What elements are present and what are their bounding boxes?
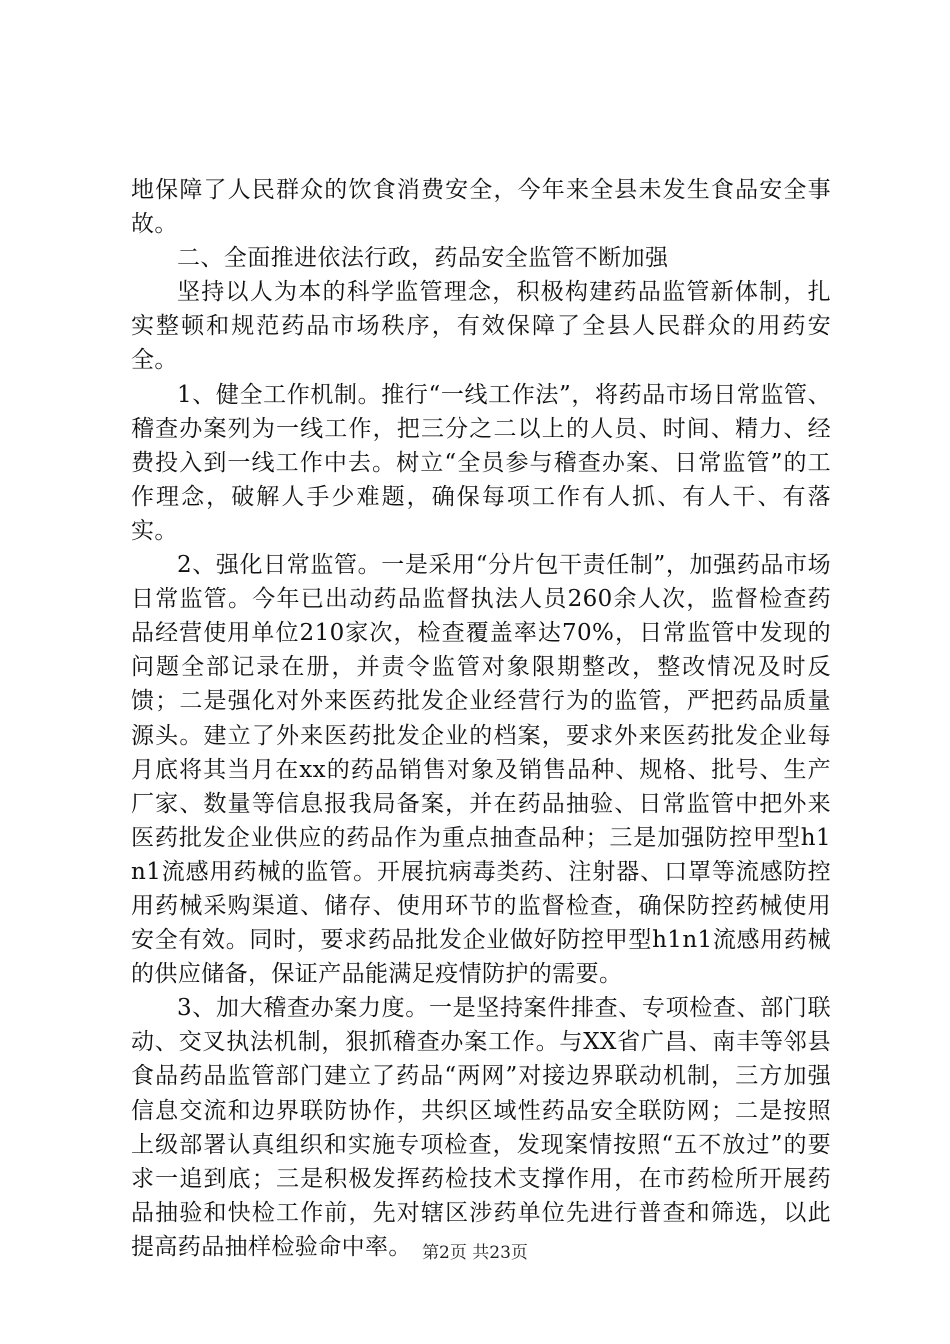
paragraph-intro: 坚持以人为本的科学监管理念，积极构建药品监管新体制，扎实整顿和规范药品市场秩序，有效保障了全县人民群众的用药安全。 — [131, 279, 831, 374]
paragraph-item-1: 1、健全工作机制。推行“一线工作法”，将药品市场日常监管、稽查办案列为一线工作，把三分之二以上的人员、时间、精力、经费投入到一线工作中去。树立“全员参与稽查办案、日常监管”的工作理念，破解人手少难题，确保每项工作有人抓、有人干、有落实。 — [131, 381, 831, 544]
section-heading: 二、全面推进依法行政，药品安全监管不断加强 — [177, 245, 669, 272]
page-number-footer: 第2页 共23页 — [422, 1243, 528, 1263]
paragraph-item-3: 3、加大稽查办案力度。一是坚持案件排查、专项检查、部门联动、交叉执法机制，狠抓稽查办案工作。与XX省广昌、南丰等邻县食品药品监管部门建立了药品“两网”对接边界联动机制，三方加强信息交流和边界联防协作，共织区域性药品安全联防网；二是按照上级部署认真组织和实施专项检查，发现案情按照“五不放过”的要求一追到底；三是积极发挥药检技术支撑作用，在市药检所开展药品抽验和快检工作前，先对辖区涉药单位先进行普查和筛选，以此提高药品抽样检验命中率。 — [131, 995, 831, 1260]
paragraph-item-2: 2、强化日常监管。一是采用“分片包干责任制”，加强药品市场日常监管。今年已出动药品监督执法人员260余人次，监督检查药品经营使用单位210家次，检查覆盖率达70%，日常监管中发现的问题全部记录在册，并责令监管对象限期整改，整改情况及时反馈；二是强化对外来医药批发企业经营行为的监管，严把药品质量源头。建立了外来医药批发企业的档案，要求外来医药批发企业每月底将其当月在xx的药品销售对象及销售品种、规格、批号、生产厂家、数量等信息报我局备案，并在药品抽验、日常监管中把外来医药批发企业供应的药品作为重点抽查品种；三是加强防控甲型h1n1流感用药械的监管。开展抗病毒类药、注射器、口罩等流感防控用药械采购渠道、储存、使用环节的监督检查，确保防控药械使用安全有效。同时，要求药品批发企业做好防控甲型h1n1流感用药械的供应储备，保证产品能满足疫情防护的需要。 — [131, 552, 831, 988]
document-body — [131, 173, 831, 1264]
paragraph-continuation: 地保障了人民群众的饮食消费安全，今年来全县未发生食品安全事故。 — [131, 177, 831, 238]
